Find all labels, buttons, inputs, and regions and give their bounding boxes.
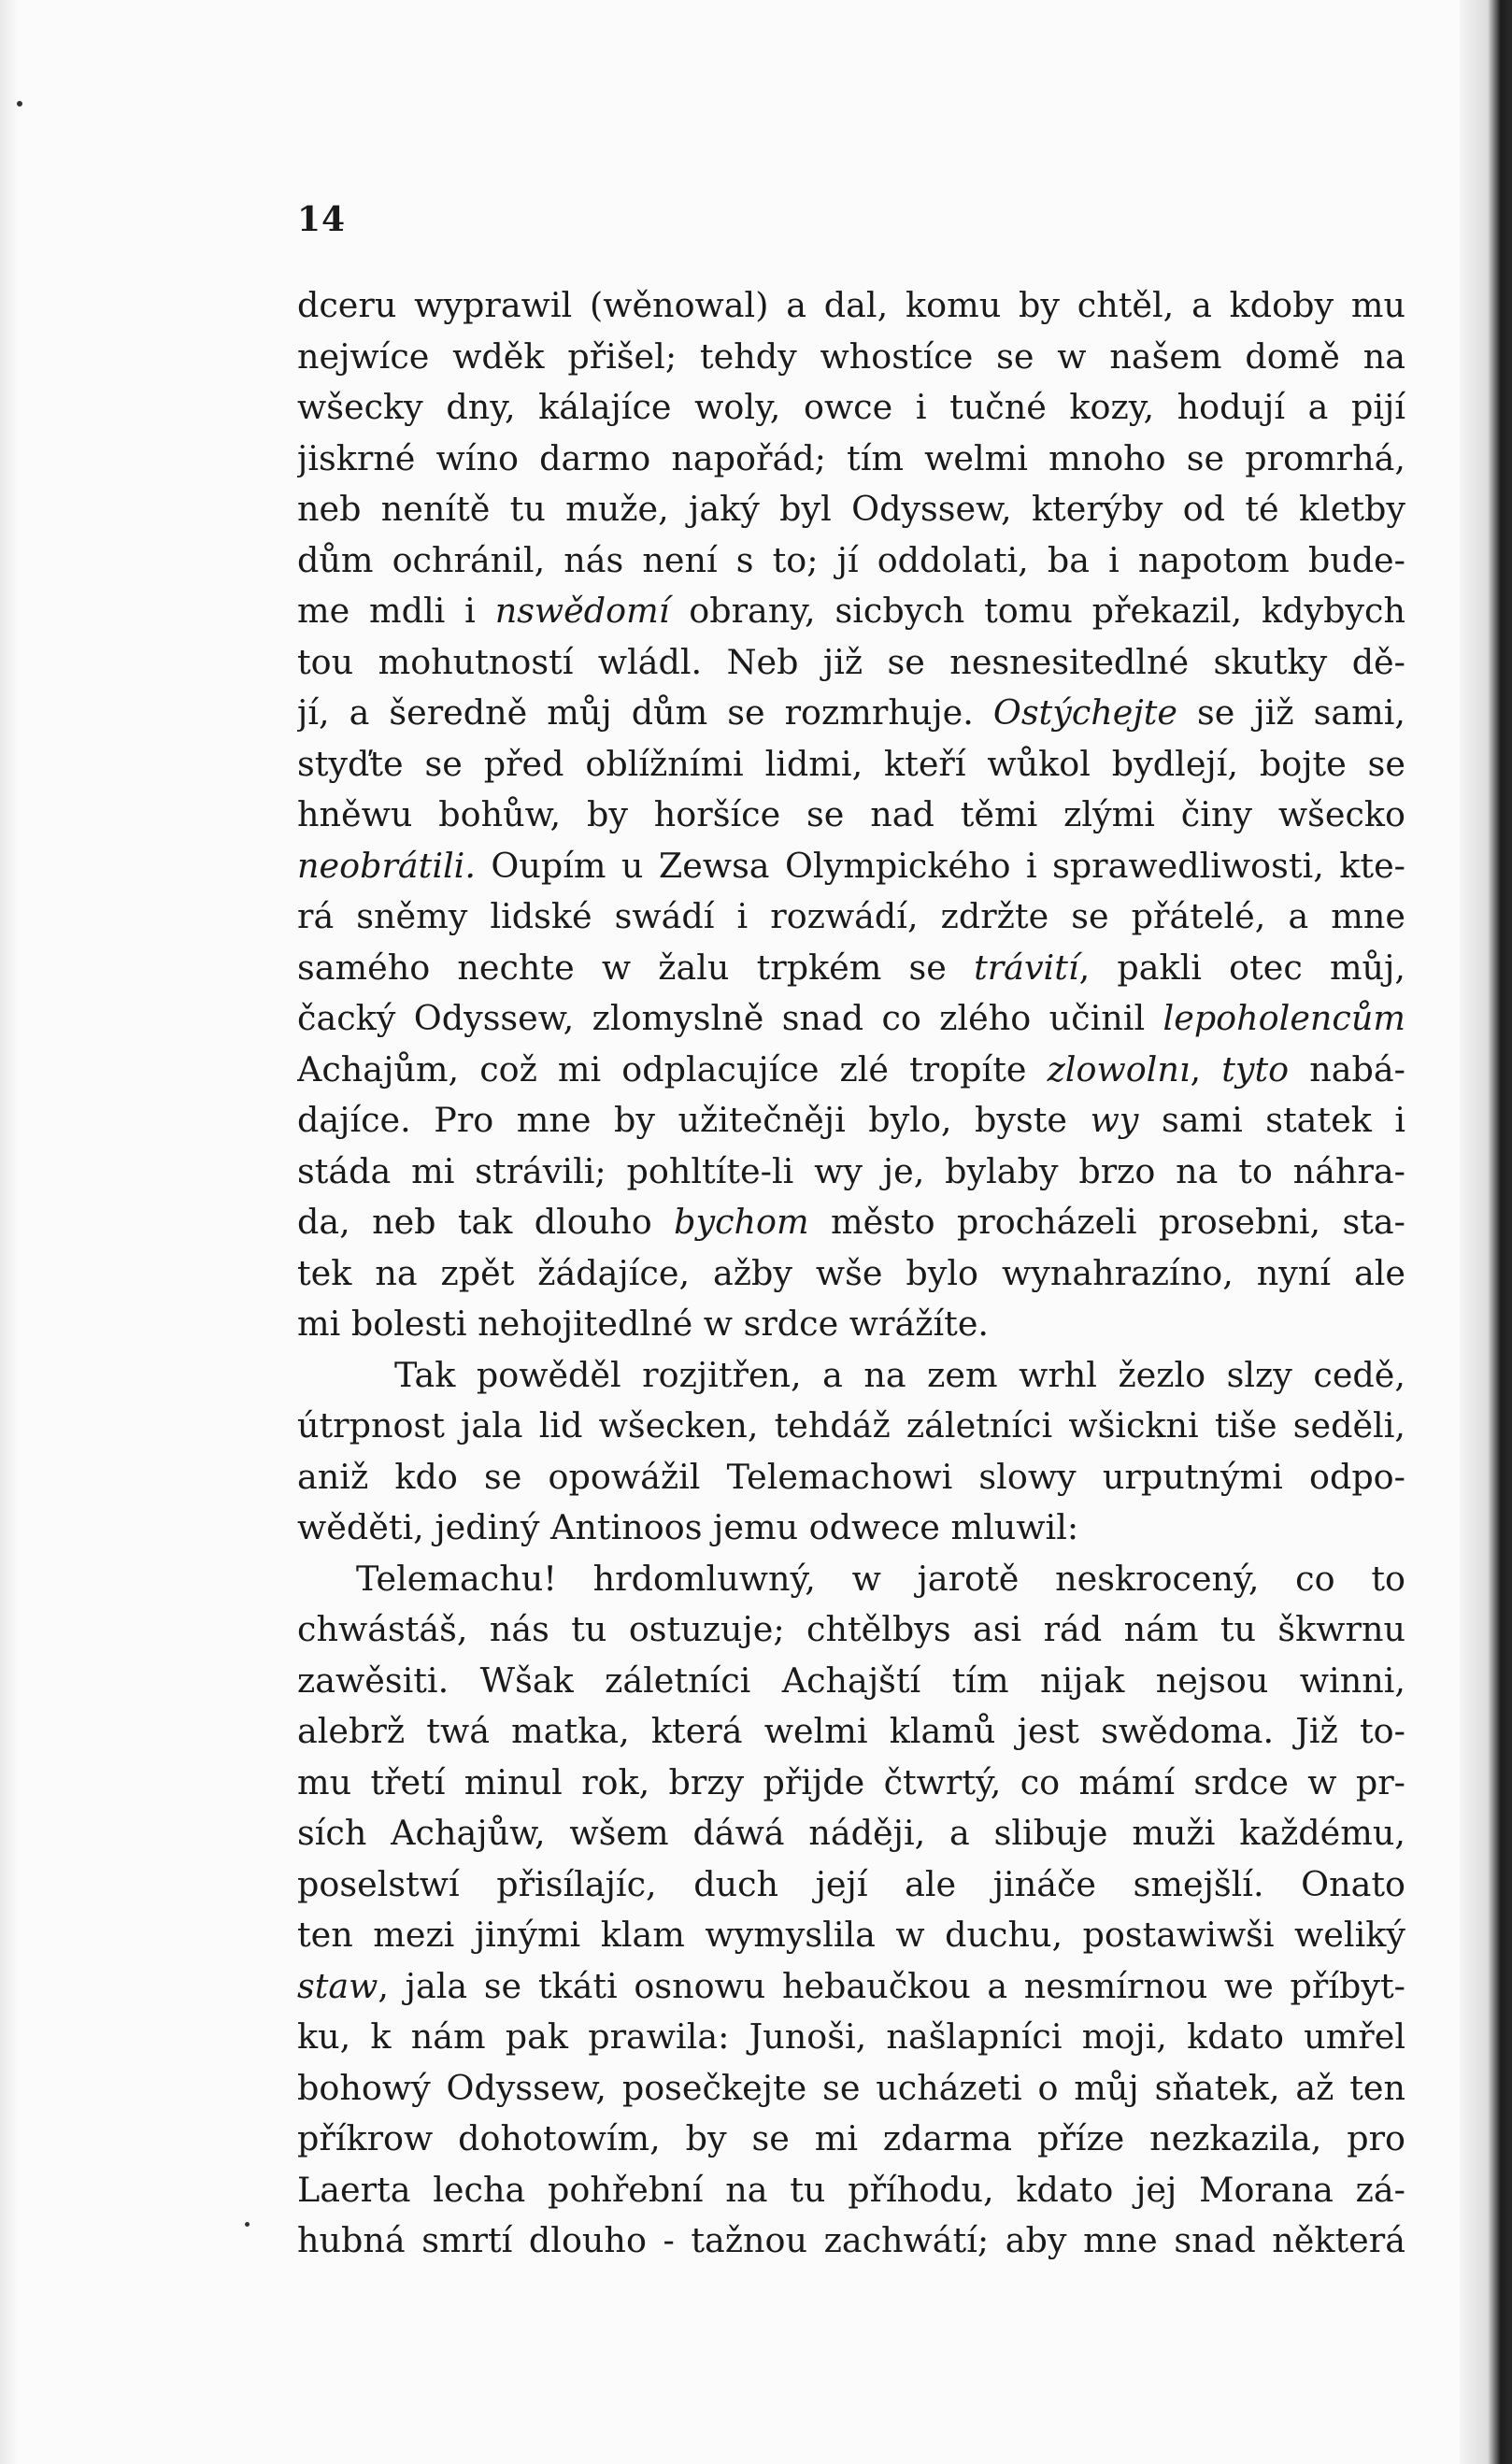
page-left-edge [0,0,19,2464]
italic-word: bychom [674,1202,809,1242]
italic-word: trávití [974,947,1079,988]
text-span: tou mohutností wládl. Neb již se nesnesitedlné skutky dě- [297,641,1405,682]
text-span: jí, a šeredně můj dům se rozmrhuje. [297,692,993,733]
text-line [297,1808,1405,1859]
text-span: se již sami, [1177,692,1405,733]
text-span: dceru wyprawil (wěnowal) a dal, komu by chtěl, a kdoby mu [297,285,1405,325]
text-span: Oupím u Zewsa Olympického i sprawedliwosti, kte- [475,845,1405,886]
text-line [297,2114,1405,2165]
text-span: me mdli i [297,591,495,631]
italic-word: tyto [1221,1048,1290,1090]
text-line [297,1045,1405,1096]
text-line [297,1147,1405,1198]
text-span: dům ochránil, nás není s to; jí oddolati, ba i napotom bude- [297,539,1405,580]
text-line [297,1197,1405,1248]
text-span: neb nenítě tu muže, jaký byl Odyssew, kterýby od té kletby [297,489,1405,529]
text-span: poselstwí přisílajíc, duch její ale jináče smejšlí. Onato [297,1863,1405,1904]
italic-word: staw [297,1965,378,2006]
text-span: wšecky dny, kálajíce woly, owce i tučné kozy, hodují a pijí [297,387,1405,427]
text-line [297,1758,1405,1809]
text-span: obrany, sicbych tomu překazil, kdybych [669,591,1405,631]
text-span: chwástáš, nás tu ostuzuje; chtělbys asi rád nám tu škwrnu [297,1609,1405,1649]
text-span: , jala se tkáti osnowu hebaučkou a nesmírnou we příbyt- [378,1965,1405,2006]
text-line [297,739,1405,790]
italic-word: wy [1090,1100,1139,1140]
text-span: mi bolesti nehojitedlné w srdce wrážíte. [297,1303,990,1344]
text-line [297,1706,1405,1758]
text-span: rá sněmy lidské swádí i rozwádí, zdržte se přátelé, a mne [297,896,1405,936]
ink-speck [245,2222,250,2227]
text-span: samého nechte w žalu trpkém se [297,947,975,988]
text-span: hubná smrtí dlouho - tažnou zachwátí; aby mne snad některá [297,2220,1405,2260]
text-line [297,1961,1405,2013]
text-line [297,1095,1405,1147]
text-span: ten mezi jinými klam wymyslila w duchu, postawiwši weliký [297,1915,1405,1955]
page-right-edge [1460,0,1512,2464]
text-line [297,1604,1405,1656]
text-span: mu třetí minul rok, brzy přijde čtwrtý, co mámí srdce w pr- [297,1761,1405,1802]
text-span: da, neb tak dlouho [297,1202,675,1242]
italic-word: zlowolnı [1047,1048,1191,1090]
text-line [297,382,1405,434]
text-span: útrpnost jala lid wšecken, tehdáž záletníci wšickni tiše seděli, [297,1405,1405,1446]
text-span: ku, k nám pak prawila: Junoši, našlapníci moji, kdato umřel [297,2016,1405,2057]
text-line [297,535,1405,587]
text-line [297,943,1405,994]
text-span: příkrow dohotowím, by se mi zdarma příze nezkazila, pro [297,2118,1405,2158]
text-span: sami statek i [1138,1100,1405,1140]
text-line [297,1859,1405,1911]
text-span: zawěsiti. Wšak záletníci Achajští tím nijak nejsou winni, [297,1659,1405,1701]
text-span: aniž kdo se opowážil Telemachowi slowy urputnými odpo- [297,1456,1405,1497]
text-line [297,2012,1405,2063]
page-number: 14 [297,200,347,239]
text-line [297,1299,1405,1350]
text-span: alebrž twá matka, která welmi klamů jest swědoma. Již to- [297,1711,1405,1751]
italic-word: Ostýchejte [992,692,1177,733]
text-span: dajíce. Pro mne by užitečněji bylo, byste [297,1100,1091,1140]
text-span: nejwíce wděk přišel; tehdy whostíce se w našem domě na [297,335,1405,377]
text-span: čacký Odyssew, zlomyslně snad co zlého učinil [297,998,1163,1038]
italic-word: nswědomí [494,591,670,631]
ink-speck [17,101,22,107]
text-span: Laerta lecha pohřební na tu příhodu, kdato jej Morana zá- [297,2169,1405,2210]
text-span: Tak powěděl rozjitřen, a na zem wrhl žezlo slzy cedě, [394,1354,1405,1395]
text-line [297,586,1405,637]
text-span: Telemachu! hrdomluwný, w jarotě neskrocený, co to [356,1558,1405,1599]
text-span: , [1190,1048,1222,1090]
text-line [297,1554,1405,1605]
text-span: styďte se před oblížními lidmi, kteří wůkol bydlejí, bojte se [297,743,1405,784]
text-line [297,1452,1405,1503]
text-line [297,2165,1405,2216]
text-line [297,1350,1405,1402]
text-line [297,484,1405,535]
text-line [297,2063,1405,2115]
text-line [297,434,1405,485]
text-span: Achajům, což mi odplacujíce zlé tropíte [297,1048,1048,1090]
text-span: nabá- [1289,1048,1405,1090]
text-line [297,841,1405,892]
text-line [297,1503,1405,1554]
text-span: sích Achajůw, wšem dáwá náději, a slibuje muži každému, [297,1813,1405,1853]
text-line [297,1248,1405,1300]
text-line [297,1656,1405,1707]
text-line [297,993,1405,1045]
text-line [297,891,1405,943]
text-line [297,1401,1405,1452]
text-line [297,1910,1405,1961]
text-span: hněwu bohůw, by horšíce se nad těmi zlými činy wšecko [297,794,1405,834]
text-line [297,790,1405,841]
text-span: , pakli otec můj, [1078,947,1405,988]
text-line [297,637,1405,689]
text-span: město procházeli prosebni, sta- [808,1202,1405,1242]
text-span: wěděti, jediný Antinoos jemu odwece mluwil: [297,1507,1079,1547]
text-span: jiskrné wíno darmo napořád; tím welmi mnoho se promrhá, [297,437,1405,478]
text-line [297,280,1405,332]
text-span: bohowý Odyssew, posečkejte se ucházeti o můj sňatek, až ten [297,2067,1405,2108]
italic-word: neobrátili. [297,845,476,886]
text-line [297,688,1405,739]
text-span: stáda mi strávili; pohltíte-li wy je, bylaby brzo na to náhra- [297,1150,1405,1191]
text-span: tek na zpět žádajíce, ažby wše bylo wynahrazíno, nyní ale [297,1252,1405,1293]
text-line [297,2215,1405,2267]
body-text [297,280,1405,2267]
text-line [297,332,1405,383]
italic-word: lepoholencům [1163,998,1405,1038]
